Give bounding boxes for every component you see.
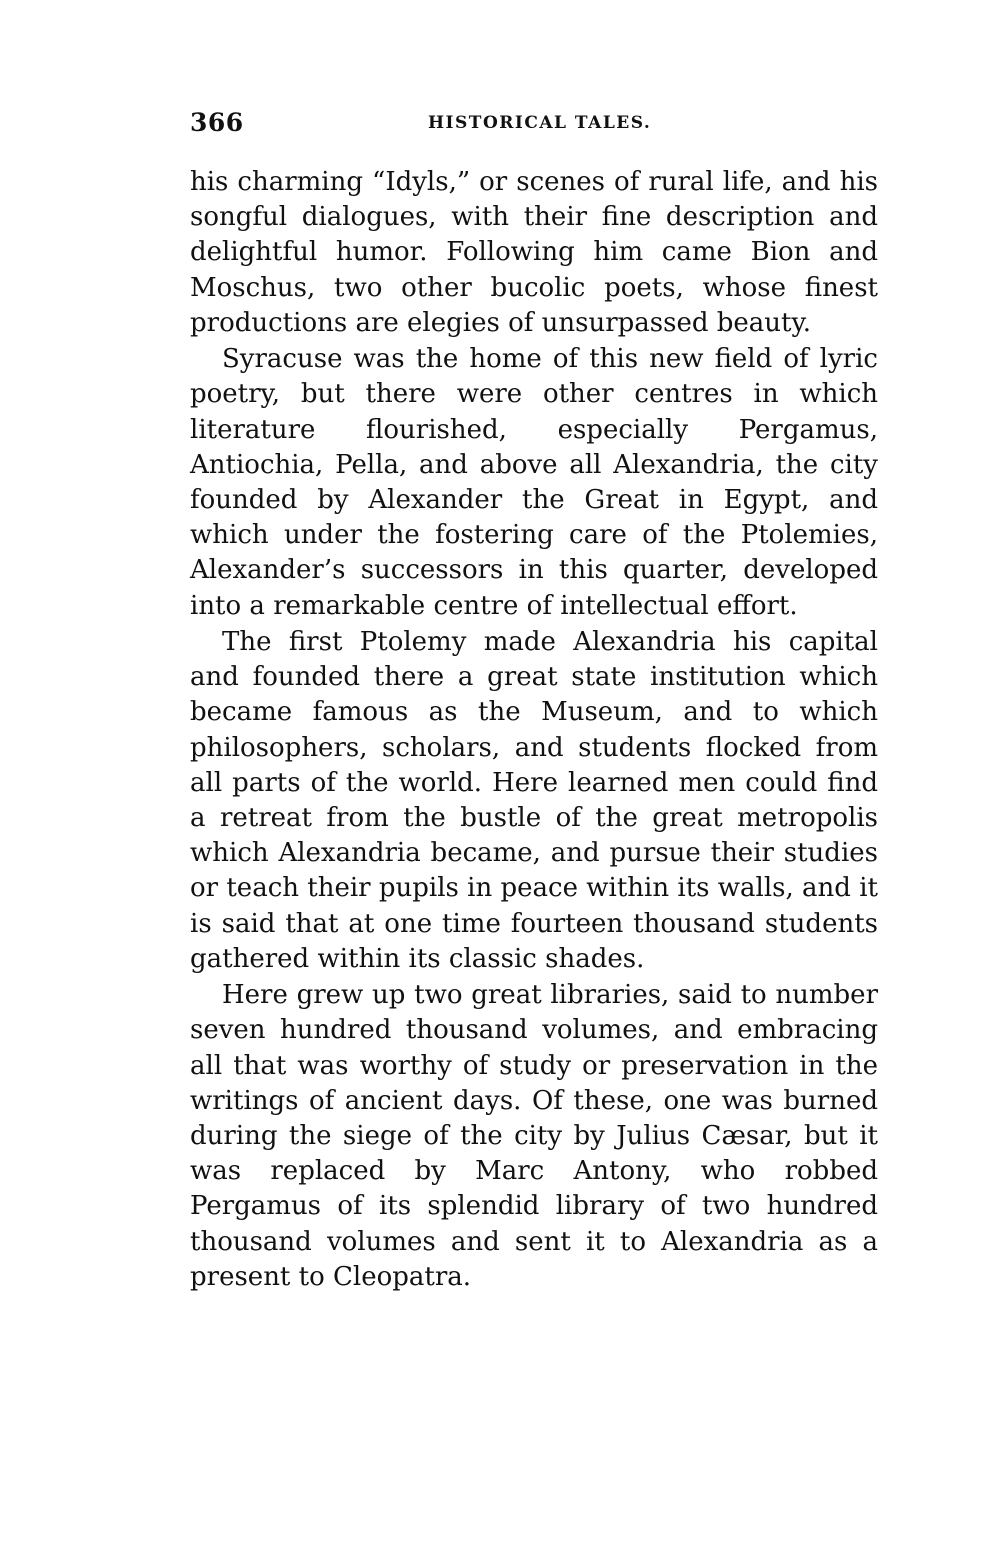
paragraph: The first Ptolemy made Alexandria his capital and founded there a great state institution which became famous as the Museum, and to which philosophers, scholars, and students flocked from all parts of the world. Here learned men could find a retreat from the bustle of the great metropolis which Alexandria became, and pursue their studies or teach their pupils in peace within its walls, and it is said that at one time fourteen thousand students gathered within its classic shades.: [190, 627, 878, 974]
running-head: [190, 108, 880, 144]
page-number: 366: [190, 108, 244, 137]
paragraph: Syracuse was the home of this new field of lyric poetry, but there were other centres in which literature flourished, especially Pergamus, Antiochia, Pella, and above all Alexandria, the city founded by Alexander the Great in Egypt, and which under the fostering care of the Ptolemies, Alexander’s successors in this quarter, developed into a remarkable centre of intellectual effort.: [190, 344, 878, 621]
paragraph-continued: his charming “Idyls,” or scenes of rural life, and his songful dialogues, with their fine description and delightful humor. Following him came Bion and Moschus, two other bucolic poets, whose finest productions are elegies of unsurpassed beauty.: [190, 167, 878, 338]
running-title: HISTORICAL TALES.: [428, 113, 652, 133]
paragraph: Here grew up two great libraries, said to number seven hundred thousand volumes, and embracing all that was worthy of study or preservation in the writings of ancient days. Of these, one was burned during the siege of the city by Julius Cæsar, but it was replaced by Marc Antony, who robbed Pergamus of its splendid library of two hundred thousand volumes and sent it to Alexandria as a present to Cleopatra.: [190, 980, 878, 1292]
body-text: [190, 165, 878, 1296]
